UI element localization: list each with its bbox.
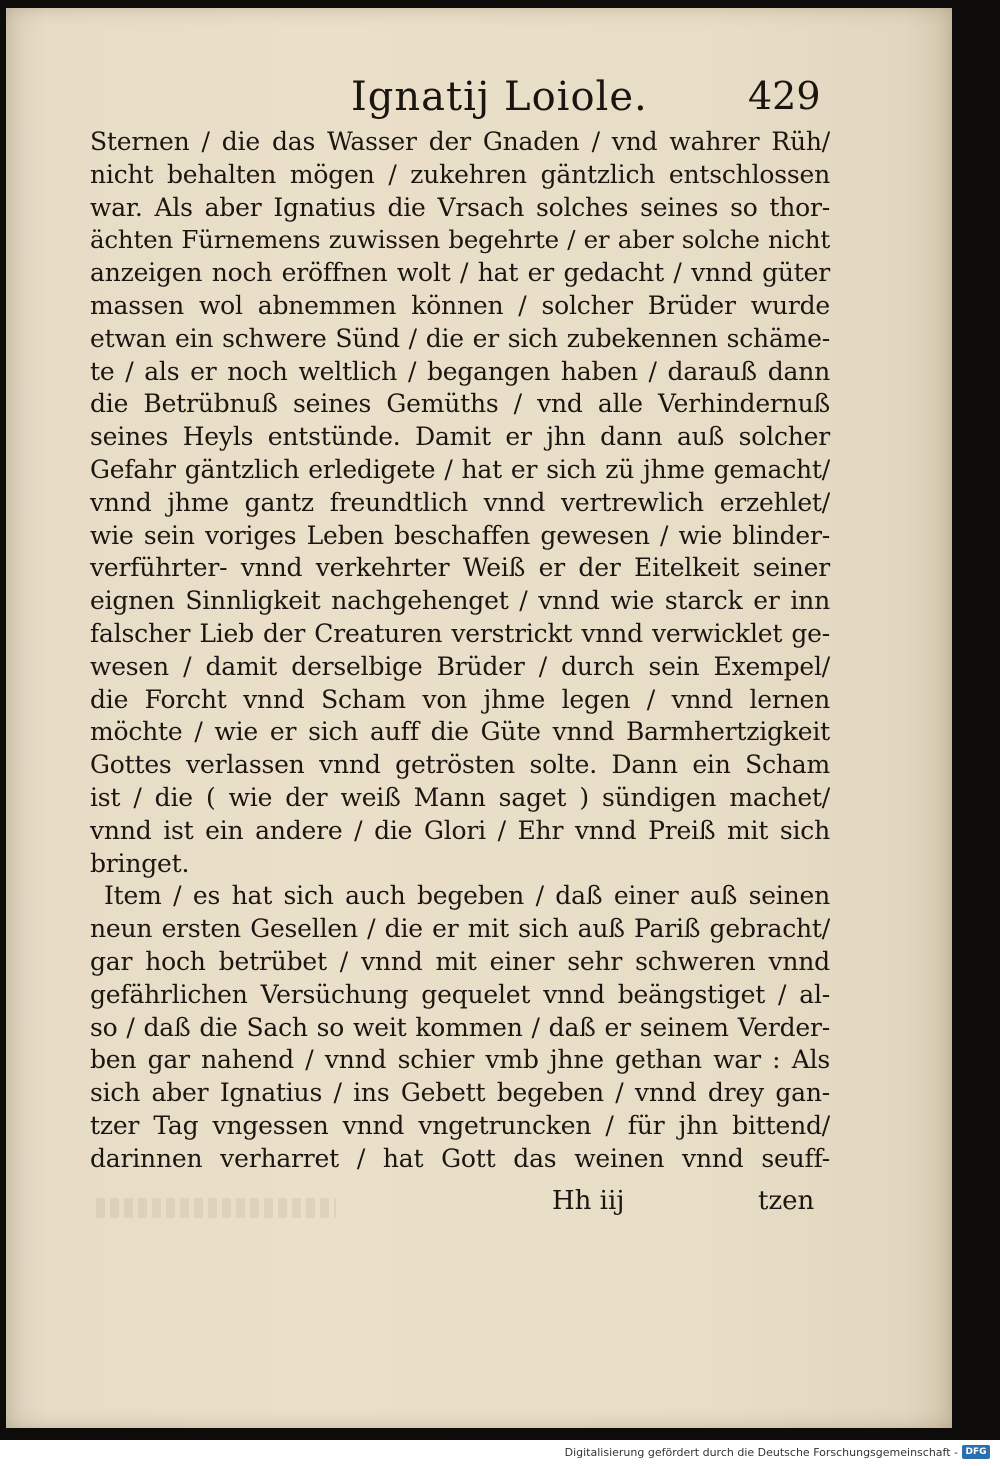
text-line: die Forcht vnnd Scham von jhme legen / vnnd lernen xyxy=(90,684,830,714)
page-header xyxy=(6,74,952,134)
book-page xyxy=(6,8,952,1428)
text-line: verführter- vnnd verkehrter Weiß er der Eitelkeit seiner xyxy=(90,553,830,583)
text-line: wesen / damit derselbige Brüder / durch sein Exempel/ xyxy=(90,651,830,681)
paragraph-start-line: Item / es hat sich auch begeben / daß einer auß seinen xyxy=(104,881,830,911)
page-footer xyxy=(6,1186,952,1226)
text-line: vnnd jhme gantz freundtlich vnnd vertrewlich erzehlet/ xyxy=(90,487,830,517)
text-line: anzeigen noch eröffnen wolt / hat er gedacht / vnnd güter xyxy=(90,258,830,288)
text-line: war. Als aber Ignatius die Vrsach solches seines so thor- xyxy=(90,192,830,222)
text-line: tzer Tag vngessen vnnd vngetruncken / für jhn bittend/ xyxy=(90,1110,830,1140)
text-line: ächten Fürnemens zuwissen begehrte / er aber solche nicht xyxy=(90,225,830,255)
text-line: seines Heyls entstünde. Damit er jhn dann auß solcher xyxy=(90,422,830,452)
text-line: nicht behalten mögen / zukehren gäntzlich entschlossen xyxy=(90,159,830,189)
text-line: die Betrübnuß seines Gemüths / vnd alle Verhindernuß xyxy=(90,389,830,419)
text-line: neun ersten Gesellen / die er mit sich auß Pariß gebracht/ xyxy=(90,914,830,944)
text-line: eignen Sinnligkeit nachgehenget / vnnd wie starck er inn xyxy=(90,586,830,616)
text-line: falscher Lieb der Creaturen verstrickt vnnd verwicklet ge- xyxy=(90,618,830,648)
text-line: Gefahr gäntzlich erledigete / hat er sich zü jhme gemacht/ xyxy=(90,454,830,484)
text-line: sich aber Ignatius / ins Gebett begeben / vnnd drey gan- xyxy=(90,1078,830,1108)
text-line: etwan ein schwere Sünd / die er sich zubekennen schäme- xyxy=(90,323,830,353)
text-line: möchte / wie er sich auff die Güte vnnd Barmhertzigkeit xyxy=(90,717,830,747)
body-text xyxy=(90,126,830,1176)
credit-text: Digitalisierung gefördert durch die Deutsche Forschungsgemeinschaft - xyxy=(564,1446,958,1459)
text-line: gar hoch betrübet / vnnd mit einer sehr schweren vnnd xyxy=(90,946,830,976)
text-line: massen wol abnemmen können / solcher Brüder wurde xyxy=(90,290,830,320)
text-line: wie sein voriges Leben beschaffen gewesen / wie blinder- xyxy=(90,520,830,550)
text-line: Sternen / die das Wasser der Gnaden / vnd wahrer Rüh/ xyxy=(90,127,830,156)
text-line: Gottes verlassen vnnd getrösten solte. Dann ein Scham xyxy=(90,750,830,780)
signature-mark: Hh iij xyxy=(552,1186,625,1216)
catchword: tzen xyxy=(758,1186,815,1216)
dfg-logo: DFG xyxy=(962,1445,990,1459)
credit-bar xyxy=(0,1440,1000,1466)
running-title: Ignatij Loiole. xyxy=(351,74,648,120)
paragraph-end-line: bringet. xyxy=(90,848,190,878)
text-line: ist / die ( wie der weiß Mann saget ) sündigen machet/ xyxy=(90,782,830,812)
text-line: ben gar nahend / vnnd schier vmb jhne gethan war : Als xyxy=(90,1045,830,1075)
text-line: te / als er noch weltlich / begangen haben / darauß dann xyxy=(90,356,830,386)
text-line: gefährlichen Versüchung gequelet vnnd beängstiget / al- xyxy=(90,979,830,1009)
page-number: 429 xyxy=(748,74,821,118)
text-line: so / daß die Sach so weit kommen / daß er seinem Verder- xyxy=(90,1012,830,1042)
text-line: vnnd ist ein andere / die Glori / Ehr vnnd Preiß mit sich xyxy=(90,815,830,845)
text-line: darinnen verharret / hat Gott das weinen vnnd seuff- xyxy=(90,1143,830,1173)
